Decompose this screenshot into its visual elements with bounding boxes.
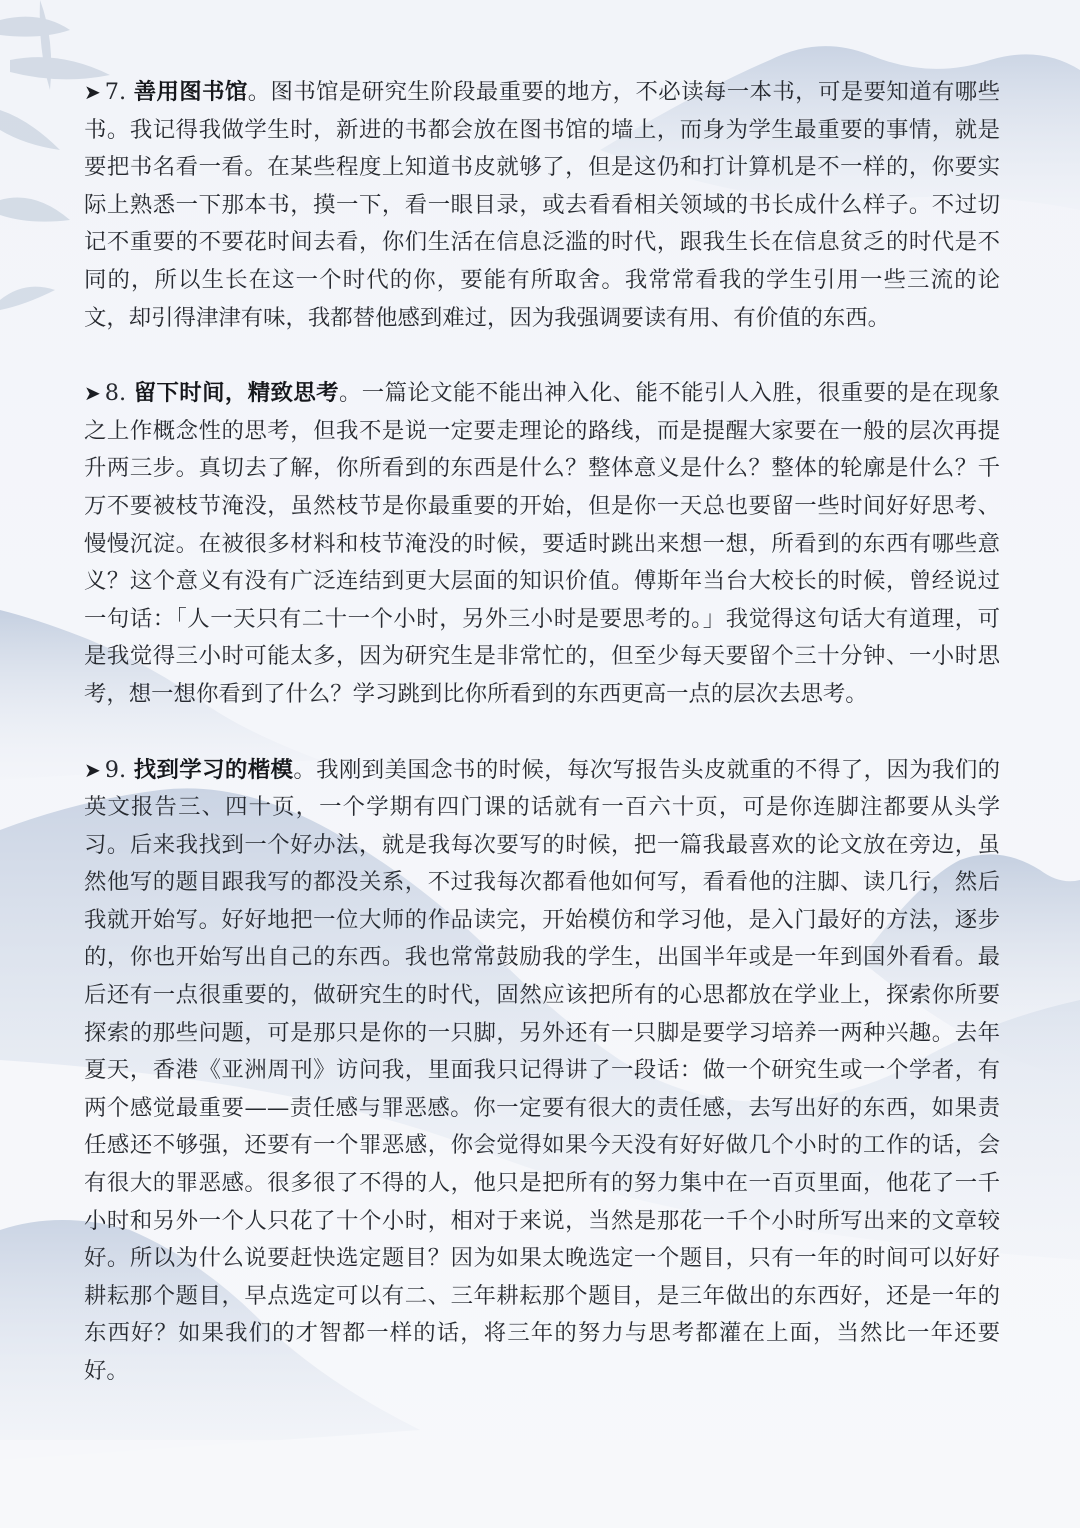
arrow-bullet-icon: ➤	[84, 381, 101, 406]
arrow-bullet-icon: ➤	[84, 757, 101, 782]
arrow-bullet-icon: ➤	[84, 80, 101, 104]
section-heading: 找到学习的楷模	[133, 756, 294, 783]
section-paragraph	[84, 375, 1000, 713]
section-7	[84, 74, 1000, 337]
section-paragraph	[84, 74, 1000, 337]
section-9	[84, 752, 1000, 1391]
section-text: 。我刚到美国念书的时候，每次写报告头皮就重的不得了，因为我们的英文报告三、四十页，一个学期有四门课的话就有一百六十页，可是你连脚注都要从头学习。后来我找到一个好办法，就是我每次要写的时候，把一篇我最喜欢的论文放在旁边，虽然他写的题目跟我写的都没关系，不过我每次都看他如何写，看看他的注脚、读几行，然后我就开始写。好好地把一位大师的作品读完，开始模仿和学习他，是入门最好的方法，逐步的，你也开始写出自己的东西。我也常常鼓励我的学生，出国半年或是一年到国外看看。最后还有一点很重要的，做研究生的时代，固然应该把所有的心思都放在学业上，探索你所要探索的那些问题，可是那只是你的一只脚，另外还有一只脚是要学习培养一两种兴趣。去年夏天，香港《亚洲周刊》访问我，里面我只记得讲了一段话：做一个研究生或一个学者，有两个感觉最重要——责任感与罪恶感。你一定要有很大的责任感，去写出好的东西，如果责任感还不够强，还要有一个罪恶感，你会觉得如果今天没有好好做几个小时的工作的话，会有很大的罪恶感。很多很了不得的人，他只是把所有的努力集中在一百页里面，他花了一千小时和另外一个人只花了十个小时，相对于来说，当然是那花一千个小时所写出来的文章较好。所以为什么说要赶快选定题目？因为如果太晚选定一个题目，只有一年的时间可以好好耕耘那个题目，早点选定可以有二、三年耕耘那个题目，是三年做出的东西好，还是一年的东西好？如果我们的才智都一样的话，将三年的努力与思考都灌在上面，当然比一年还要好。	[84, 756, 1001, 1384]
section-text: 。一篇论文能不能出神入化、能不能引人入胜，很重要的是在现象之上作概念性的思考，但我不是说一定要走理论的路线，而是提醒大家要在一般的层次再提升两三步。真切去了解，你所看到的东西是什么？整体意义是什么？整体的轮廓是什么？千万不要被枝节淹没，虽然枝节是你最重要的开始，但是你一天总也要留一些时间好好思考、慢慢沉淀。在被很多材料和枝节淹没的时候，要适时跳出来想一想，所看到的东西有哪些意义？这个意义有没有广泛连结到更大层面的知识价值。傅斯年当台大校长的时候，曾经说过一句话：「人一天只有二十一个小时，另外三小时是要思考的。」我觉得这句话大有道理，可是我觉得三小时可能太多，因为研究生是非常忙的，但至少每天要留个三十分钟、一小时思考，想一想你看到了什么？学习跳到比你所看到的东西更高一点的层次去思考。	[84, 380, 1001, 707]
section-number: 8.	[104, 380, 127, 407]
section-text: 。图书馆是研究生阶段最重要的地方，不必读每一本书，可是要知道有哪些书。我记得我做学生时，新进的书都会放在图书馆的墙上，而身为学生最重要的事情，就是要把书名看一看。在某些程度上知道书皮就够了，但是这仍和打计算机是不一样的，你要实际上熟悉一下那本书，摸一下，看一眼目录，或去看看相关领域的书长成什么样子。不过切记不重要的不要花时间去看，你们生活在信息泛滥的时代，跟我生长在信息贫乏的时代是不同的，所以生长在这一个时代的你，要能有所取舍。我常常看我的学生引用一些三流的论文，却引得津津有味，我都替他感到难过，因为我强调要读有用、有价值的东西。	[84, 79, 1001, 331]
article-body	[84, 74, 1000, 1429]
section-8	[84, 375, 1000, 713]
section-number: 7.	[104, 79, 127, 105]
section-number: 9.	[104, 756, 127, 783]
section-paragraph	[84, 752, 1000, 1391]
section-heading: 善用图书馆	[133, 79, 248, 105]
section-heading: 留下时间，精致思考	[133, 380, 339, 407]
